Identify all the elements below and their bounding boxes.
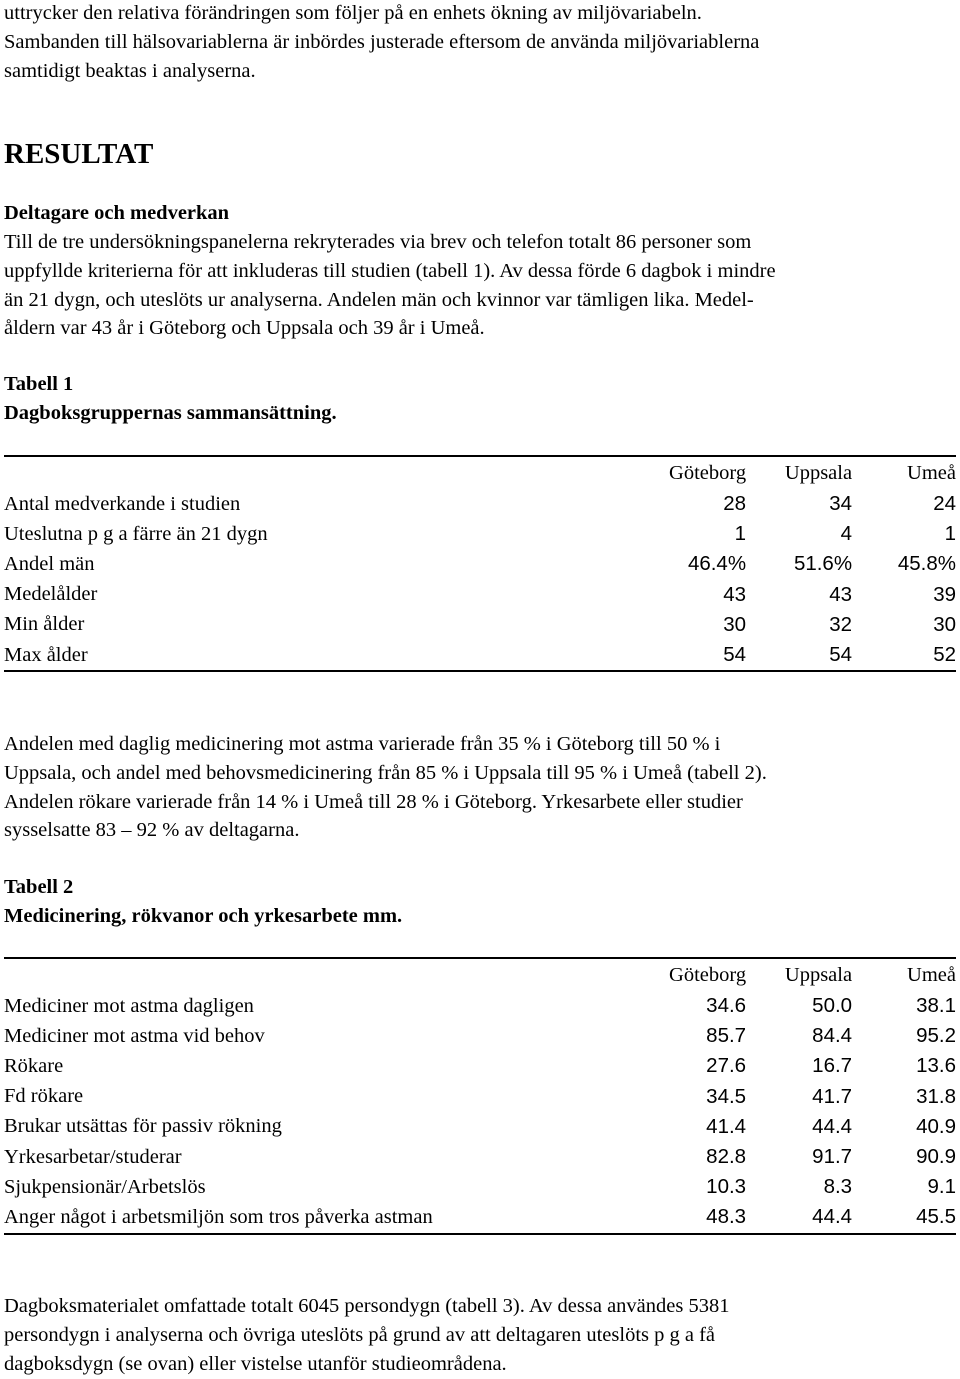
- column-header: Uppsala: [746, 456, 852, 489]
- cell-value: 1: [734, 522, 747, 546]
- table-row: [4, 991, 956, 1021]
- header-empty-cell: [4, 958, 640, 991]
- table-header-row: [4, 958, 956, 991]
- text-line: sysselsatte 83 – 92 % av deltagarna.: [4, 819, 300, 842]
- table1-caption: [4, 370, 337, 428]
- row-label: Uteslutna p g a färre än 21 dygn: [4, 522, 268, 545]
- cell-value: 16.7: [812, 1054, 853, 1078]
- text-line: åldern var 43 år i Göteborg och Uppsala och 39 år i Umeå.: [4, 317, 485, 340]
- row-label: Yrkesarbetar/studerar: [4, 1145, 182, 1168]
- table-row: [4, 1051, 956, 1081]
- row-label: Antal medverkande i studien: [4, 492, 241, 515]
- participants-paragraph: [4, 228, 776, 343]
- row-label: Mediciner mot astma dagligen: [4, 994, 254, 1017]
- text-line: Andelen rökare varierade från 14 % i Umeå till 28 % i Göteborg. Yrkesarbete eller studier: [4, 790, 743, 813]
- row-label: Rökare: [4, 1054, 64, 1077]
- cell-value: 54: [640, 640, 746, 671]
- cell-value: 30: [723, 612, 747, 636]
- table-row: [4, 1142, 956, 1172]
- cell-value: 46.4%: [687, 552, 747, 576]
- text-line: uppfyllde kriterierna för att inkluderas till studien (tabell 1). Av dessa förde 6 dagbok i mindre: [4, 259, 776, 282]
- text-line: samtidigt beaktas i analyserna.: [4, 59, 256, 82]
- section-title: RESULTAT: [4, 138, 154, 170]
- row-label: Sjukpensionär/Arbetslös: [4, 1175, 206, 1198]
- cell-value: 28: [723, 492, 747, 516]
- table-row: [4, 489, 956, 519]
- table1: [4, 455, 956, 672]
- cell-value: 34: [829, 492, 853, 516]
- cell-value: 82.8: [706, 1145, 747, 1169]
- diary-paragraph: [4, 1292, 729, 1378]
- table2-label: Tabell 2: [4, 876, 74, 898]
- cell-value: 45.5: [852, 1202, 956, 1233]
- table-row: [4, 549, 956, 579]
- text-line: Andelen med daglig medicinering mot astma varierade från 35 % i Göteborg till 50 % i: [4, 733, 721, 755]
- cell-value: 34.6: [706, 994, 747, 1018]
- cell-value: 34.5: [706, 1084, 747, 1108]
- cell-value: 9.1: [927, 1175, 956, 1199]
- cell-value: 48.3: [640, 1202, 746, 1233]
- cell-value: 40.9: [916, 1114, 956, 1138]
- cell-value: 41.7: [812, 1084, 853, 1108]
- table2: [4, 957, 956, 1235]
- table-row: [4, 1112, 956, 1142]
- cell-value: 91.7: [812, 1145, 853, 1169]
- text-line: persondygn i analyserna och övriga uteslöts på grund av att deltagaren uteslöts p g a få: [4, 1323, 716, 1346]
- table2-caption: [4, 873, 402, 931]
- table-row: [4, 580, 956, 610]
- row-label: Brukar utsättas för passiv rökning: [4, 1115, 282, 1138]
- cell-value: 8.3: [823, 1175, 853, 1199]
- cell-value: 84.4: [812, 1024, 853, 1048]
- row-label: Medelålder: [4, 583, 98, 606]
- table-row: [4, 1082, 956, 1112]
- cell-value: 90.9: [916, 1145, 956, 1169]
- cell-value: 30: [933, 612, 956, 636]
- text-line: Dagboksmaterialet omfattade totalt 6045 persondygn (tabell 3). Av dessa användes 5381: [4, 1295, 730, 1317]
- table-row: [4, 640, 956, 671]
- text-line: än 21 dygn, och uteslöts ur analyserna. Andelen män och kvinnor var tämligen lika. Medel-: [4, 288, 754, 311]
- table1-title: Dagboksgruppernas sammansättning.: [4, 401, 337, 424]
- table-row: [4, 1021, 956, 1051]
- cell-value: 43: [723, 582, 747, 606]
- header-empty-cell: [4, 456, 640, 489]
- cell-value: 39: [933, 582, 956, 606]
- cell-value: 32: [829, 612, 853, 636]
- cell-value: 4: [840, 522, 853, 546]
- column-header: Göteborg: [640, 958, 746, 991]
- cell-value: 38.1: [916, 994, 956, 1018]
- text-line: Sambanden till hälsovariablerna är inbördes justerade eftersom de använda miljövariablerna: [4, 30, 760, 53]
- table-row: [4, 1172, 956, 1202]
- table1-label: Tabell 1: [4, 373, 74, 395]
- text-line: uttrycker den relativa förändringen som följer på en enhets ökning av miljövariabeln.: [4, 2, 702, 24]
- row-label: Max ålder: [4, 640, 640, 671]
- cell-value: 85.7: [706, 1024, 747, 1048]
- text-line: dagboksdygn (se ovan) eller vistelse utanför studieområdena.: [4, 1352, 507, 1375]
- row-label: Fd rökare: [4, 1085, 84, 1108]
- cell-value: 41.4: [706, 1114, 747, 1138]
- text-line: Uppsala, och andel med behovsmedicinering från 85 % i Uppsala till 95 % i Umeå (tabell 2).: [4, 761, 767, 784]
- table-row: [4, 1202, 956, 1233]
- table-row: [4, 519, 956, 549]
- cell-value: 1: [944, 522, 956, 546]
- cell-value: 45.8%: [897, 552, 956, 576]
- row-label: Mediciner mot astma vid behov: [4, 1024, 265, 1047]
- cell-value: 24: [933, 492, 956, 516]
- cell-value: 13.6: [916, 1054, 956, 1078]
- cell-value: 43: [829, 582, 853, 606]
- cell-value: 44.4: [812, 1114, 853, 1138]
- cell-value: 10.3: [706, 1175, 747, 1199]
- table2-title: Medicinering, rökvanor och yrkesarbete mm.: [4, 904, 403, 927]
- text-line: Till de tre undersökningspanelerna rekryterades via brev och telefon totalt 86 personer som: [4, 231, 752, 253]
- table-row: [4, 610, 956, 640]
- cell-value: 54: [746, 640, 852, 671]
- column-header: Göteborg: [640, 456, 746, 489]
- row-label: Andel män: [4, 552, 95, 575]
- column-header: Uppsala: [746, 958, 852, 991]
- medication-paragraph: [4, 730, 767, 845]
- cell-value: 44.4: [746, 1202, 852, 1233]
- column-header: Umeå: [852, 456, 956, 489]
- subsection-title: Deltagare och medverkan: [4, 202, 230, 224]
- row-label: Min ålder: [4, 613, 85, 636]
- cell-value: 52: [852, 640, 956, 671]
- cell-value: 27.6: [706, 1054, 747, 1078]
- intro-paragraph: [4, 0, 759, 85]
- cell-value: 50.0: [812, 994, 853, 1018]
- table-header-row: [4, 456, 956, 489]
- row-label: Anger något i arbetsmiljön som tros påverka astman: [4, 1202, 640, 1233]
- column-header: Umeå: [852, 958, 956, 991]
- cell-value: 31.8: [916, 1084, 956, 1108]
- cell-value: 95.2: [916, 1024, 956, 1048]
- cell-value: 51.6%: [793, 552, 853, 576]
